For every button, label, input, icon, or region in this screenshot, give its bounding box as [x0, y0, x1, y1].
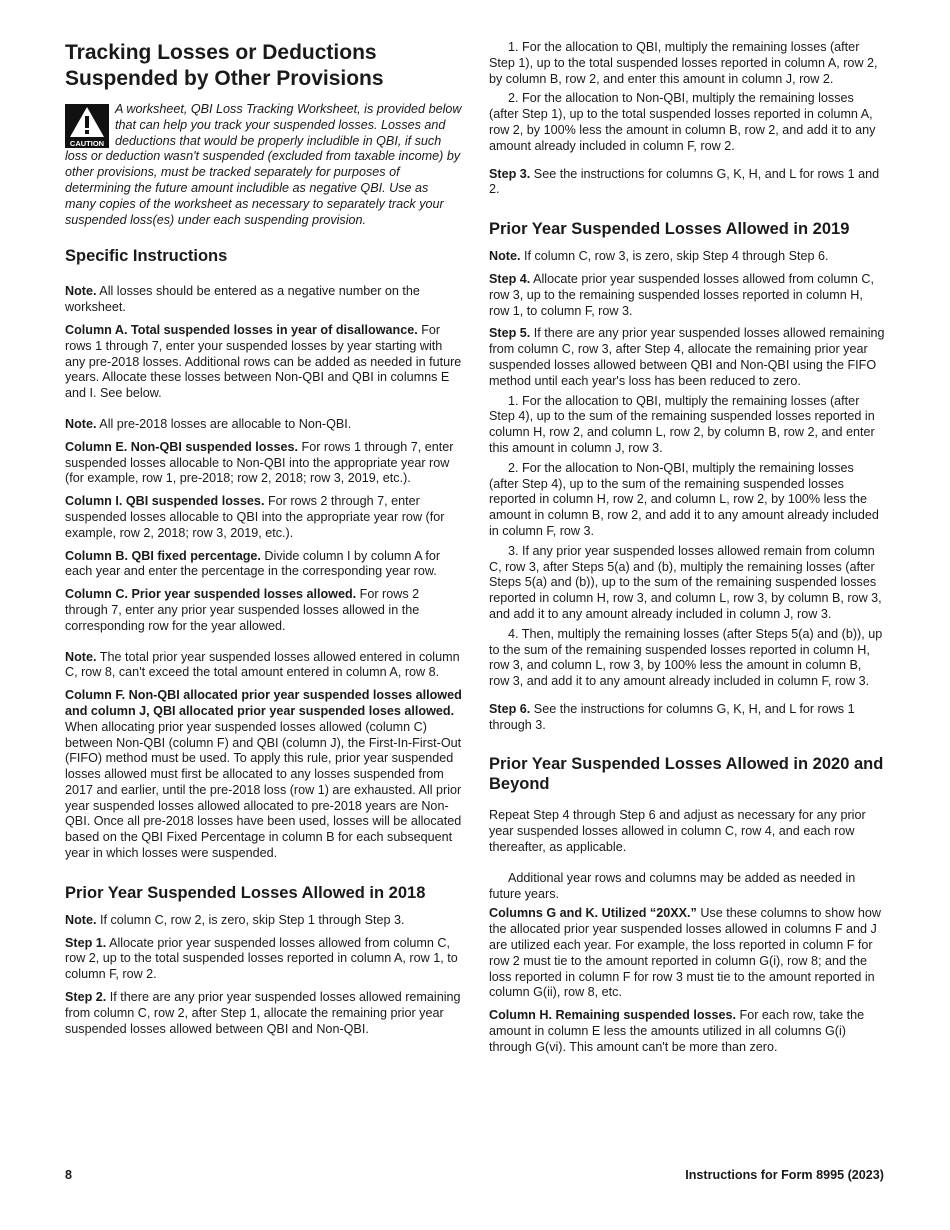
- column-b-instruction: Column B. QBI fixed percentage. Divide column I by column A for each year and enter the percentage in the corresponding year row.: [65, 548, 441, 579]
- step-4: Step 4. Allocate prior year suspended losses allowed from column C, row 3, up to the remaining suspended losses reported in column H, row 1, to column F, row 3.: [489, 271, 874, 318]
- column-i-instruction: Column I. QBI suspended losses. For rows 2 through 7, enter suspended losses allocable to QBI into the appropriate year row (for example, row 2, 2018; row 3, 2019, etc.).: [65, 494, 445, 540]
- step-3: Step 3. See the instructions for columns G, K, H, and L for rows 1 and 2.: [489, 166, 880, 197]
- caution-block: [65, 102, 462, 228]
- step-2-item-2: 2. For the allocation to Non-QBI, multiply the remaining losses (after Step 1), up to the total suspended losses reported in column A, row 2, by 100% less the amount in column B, row 2, and add it to any amount already included in column F, row 2.: [489, 91, 876, 153]
- step-6: Step 6. See the instructions for columns G, K, H, and L for rows 1 through 3.: [489, 701, 855, 732]
- column-f-j-instruction: Column F. Non-QBI allocated prior year suspended losses allowed and column J, QBI allocated prior year suspended loses allowed. When allocating prior year suspended losses allowed (column C) between Non-QBI (column F) and QBI (column J), the First-In-First-Out (FIFO) method must be used. To apply this rule, prior year suspended losses allowed must first be allocated to any losses suspended from 2017 and earlier, until the pre-2018 loss (row 1) are exhausted. All prior year suspended losses allowed allocated to pre-2018 years are Non-QBI. Once all pre-2018 losses have been used, losses will be allocated based on the QBI Fixed Percentage in column B for each subsequent year in which losses were suspended.: [65, 688, 462, 861]
- note-total-allowed: Note. The total prior year suspended losses allowed entered in column C, row 8, can't exceed the total amount entered in column A, row 8.: [65, 649, 460, 680]
- column-a-instruction: Column A. Total suspended losses in year of disallowance. For rows 1 through 7, enter your suspended losses by year starting with any pre-2018 losses. Additional rows can be added as needed in future years. Allocate these losses between Non-QBI and QBI in columns E and I. See below.: [65, 322, 462, 401]
- step-5-item-2: 2. For the allocation to Non-QBI, multiply the remaining losses (after Step 4), up to the sum of the remaining suspended losses reported in column H, row 2, and column L, row 2, by 100% less the amount in column B, row 2, and add it to any amount already included in column F, row 3.: [489, 460, 879, 538]
- note-skip-step1-3: Note. If column C, row 2, is zero, skip Step 1 through Step 3.: [65, 912, 405, 927]
- note-negative: Note. All losses should be entered as a negative number on the worksheet.: [65, 284, 420, 315]
- step-2: Step 2. If there are any prior year suspended losses allowed remaining from column C, row 2, after Step 1, allocate the remaining prior year suspended losses allowed between QBI and Non-QBI.: [65, 990, 461, 1036]
- heading-2018: Prior Year Suspended Losses Allowed in 2018: [65, 883, 426, 902]
- heading-2019: Prior Year Suspended Losses Allowed in 2019: [489, 220, 850, 239]
- right-column: [489, 40, 885, 1063]
- column-c-instruction: Column C. Prior year suspended losses allowed. For rows 2 through 7, enter any prior year suspended losses allowed in the corresponding row for the year allowed.: [65, 587, 420, 633]
- heading-2020-beyond: Prior Year Suspended Losses Allowed in 2020 and Beyond: [489, 755, 884, 794]
- step-2-item-1: 1. For the allocation to QBI, multiply the remaining losses (after Step 1), up to the total suspended losses reported in column A, row 2, by column B, row 2, and enter this amount in column J, row 2.: [489, 40, 878, 86]
- column-h-instruction: Column H. Remaining suspended losses. For each row, take the amount in column E less the amounts utilized in all columns G(i) through G(vi). This amount can't be more than zero.: [489, 1008, 865, 1054]
- repeat-instruction: Repeat Step 4 through Step 6 and adjust as necessary for any prior year suspended losses allowed in column C, row 4, and each row thereafter, as applicable.: [489, 808, 866, 855]
- note-skip-step4-6: Note. If column C, row 3, is zero, skip Step 4 through Step 6.: [489, 249, 829, 264]
- step-5-item-3: 3. If any prior year suspended losses allowed remain from column C, row 3, after Steps 5(a) and (b), multiply the remaining losses (after Steps 5(a) and (b)), up to the sum of the remaining suspended losses reported in column H, row 3, and column L, row 3, by column B, row 3, and add it to any amount already included in column J, row 3.: [489, 543, 882, 621]
- specific-instructions-heading: Specific Instructions: [65, 247, 228, 266]
- step-5: Step 5. If there are any prior year suspended losses allowed remaining from column C, row 3, after Step 4, allocate the remaining prior year suspended losses allowed between QBI and Non-QBI using the FIFO method until each year's loss has been reduced to zero.: [489, 326, 885, 388]
- column-e-instruction: Column E. Non-QBI suspended losses. For rows 1 through 7, enter suspended losses allocable to Non-QBI into the appropriate year row (for example, row 1, pre-2018; row 2, 2018; row 3, 2019, etc.).: [65, 439, 454, 486]
- caution-icon: [65, 104, 109, 148]
- form-title-footer: Instructions for Form 8995 (2023): [685, 1168, 884, 1182]
- left-column: [65, 40, 462, 1044]
- columns-g-k-instruction: Columns G and K. Utilized “20XX.” Use these columns to show how the allocated prior year suspended losses allowed in columns F and J are utilized each year. For example, the loss reported in column F for row 2 must tie to the amount reported in column G(i), row 8; and the loss reported in column F for row 3 must tie to the amount reported in column G(ii), row 8, etc.: [489, 906, 881, 1000]
- step-5-item-4: 4. Then, multiply the remaining losses (after Steps 5(a) and (b)), up to the sum of the remaining suspended losses reported in column H, row 3, and column L, row 3, by 100% less the amount in column B, row 3, and add it to any amount already included in column F, row 3.: [489, 626, 883, 689]
- page-number: 8: [65, 1168, 73, 1182]
- step-5-item-1: 1. For the allocation to QBI, multiply the remaining losses (after Step 4), up to the sum of the remaining suspended losses reported in column H, row 2, and column L, row 2, by column B, row 2, and enter this amount in column J, row 3.: [489, 393, 875, 455]
- note-pre2018: Note. All pre-2018 losses are allocable to Non-QBI.: [65, 416, 352, 431]
- caution-text: A worksheet, QBI Loss Tracking Worksheet, is provided below that can help you track your suspended losses. Losses and deductions that would be properly includible in QBI, if such loss or deduction wasn't suspended (excluded from taxable income) by other provisions, must be tracked separately for purposes of determining the future amount includible as negative QBI. Use as many copies of the worksheet as necessary to separately track your suspended loss(es) under each suspending provision.: [65, 102, 462, 227]
- step-1: Step 1. Allocate prior year suspended losses allowed from column C, row 2, up to the total suspended losses reported in column A, row 1, to column F, row 2.: [65, 935, 458, 982]
- svg-text:CAUTION: CAUTION: [69, 139, 105, 148]
- section-title: Tracking Losses or Deductions Suspended by Other Provisions: [65, 41, 384, 90]
- additional-rows-note: Additional year rows and columns may be added as needed in future years.: [489, 870, 856, 901]
